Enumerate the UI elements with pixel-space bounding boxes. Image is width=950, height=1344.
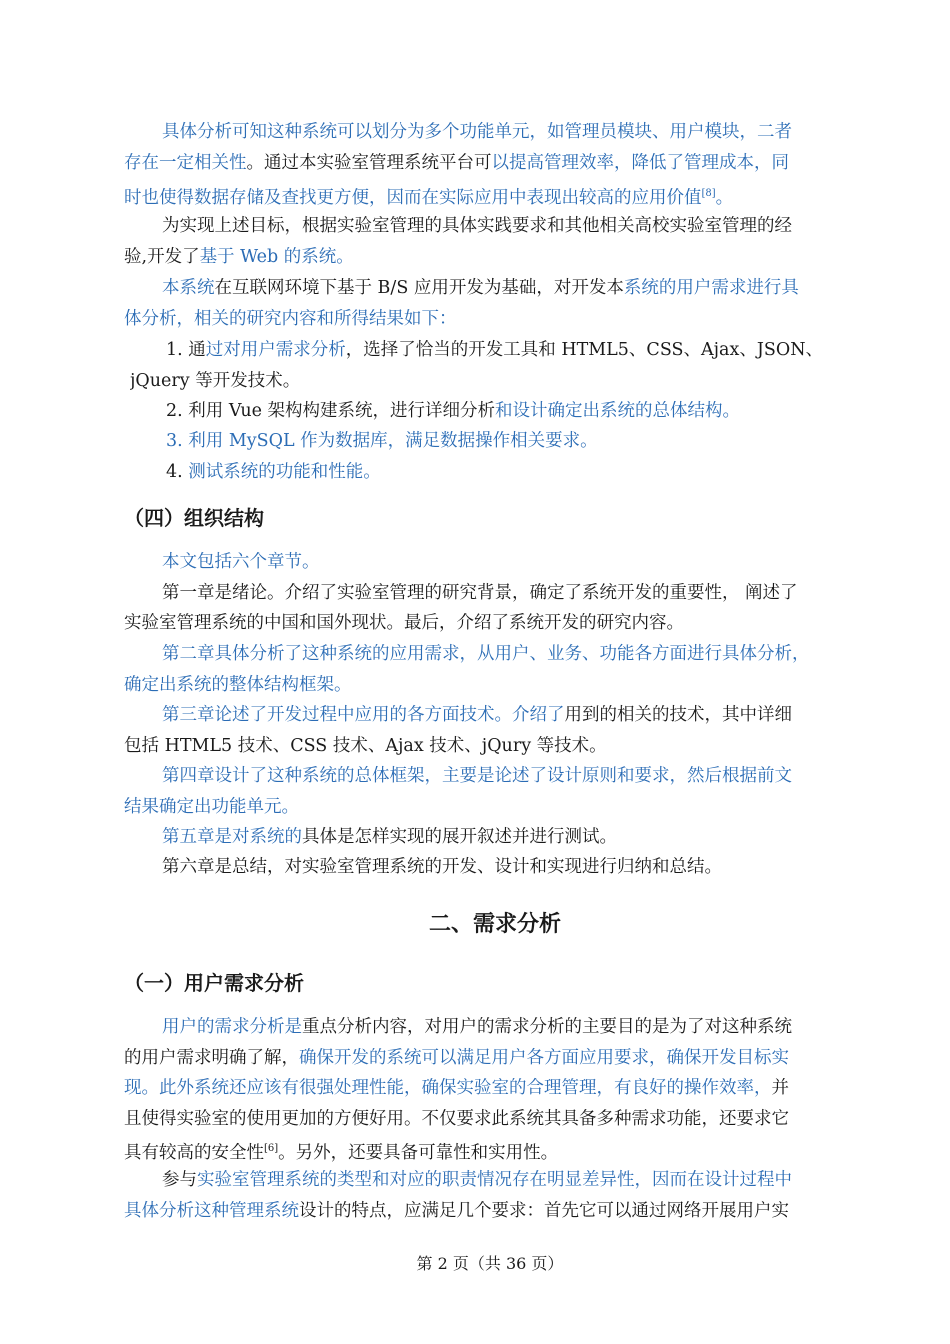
citation: [8]	[701, 188, 716, 199]
text-line: 具体分析可知这种系统可以划分为多个功能单元，如管理员模块、用户模块，二者	[162, 122, 792, 142]
text-line: 包括 HTML5 技术、CSS 技术、Ajax 技术、jQury 等技术。	[124, 736, 607, 756]
text-line: 第一章是绪论。介绍了实验室管理的研究背景，确定了系统开发的重要性， 阐述了	[162, 583, 798, 603]
text-span: 现。此外系统还应该有很强处理性能，确保实验室的合理管理，有良好的操作效率，	[124, 1078, 772, 1098]
text-span: 确保开发的系统可以满足用户各方面应用要求，确保开发目标实	[299, 1048, 789, 1068]
list-item: 3. 利用 MySQL 作为数据库，满足数据操作相关要求。	[166, 431, 598, 451]
text-span: 本系统	[162, 278, 215, 298]
text-line: 实验室管理系统的中国和国外现状。最后，介绍了系统开发的研究内容。	[124, 613, 684, 633]
text-line	[124, 148, 864, 178]
text-span: 实验室管理系统的类型和对应的职责情况存在明显差异性，因而在设计过程中	[197, 1170, 792, 1190]
section-heading: （四）组织结构	[124, 506, 264, 530]
text-line	[162, 273, 864, 303]
page-number-footer: 第 2 页（共 36 页）	[416, 1254, 564, 1273]
text-line	[124, 179, 864, 209]
text-line	[124, 1073, 864, 1103]
text-span: 过对用户需求分析	[205, 340, 346, 360]
text-span: 具体分析这种管理系统	[124, 1201, 299, 1221]
text-line: 本文包括六个章节。	[162, 552, 320, 572]
text-line	[162, 1012, 864, 1042]
citation: [6]	[264, 1143, 279, 1154]
text-span: 设计的特点，应满足几个要求：首先它可以通过网络开展用户实	[299, 1201, 789, 1221]
text-span: 。通过本实验室管理系统平台可	[246, 153, 492, 173]
text-line	[124, 1043, 864, 1073]
text-line	[124, 1196, 864, 1226]
text-span: 1. 通	[166, 340, 206, 360]
text-line	[124, 242, 864, 272]
text-span: 4.	[166, 462, 189, 482]
text-span: 用到的相关的技术，其中详细	[564, 705, 792, 725]
text-line: 确定出系统的整体结构框架。	[124, 675, 352, 695]
text-span: 。	[715, 188, 734, 208]
text-line	[162, 1165, 864, 1195]
text-span: 具有较高的安全性	[124, 1143, 264, 1163]
text-span: 在互联网环境下基于 B/S 应用开发为基础，对开发本	[214, 278, 624, 298]
text-span: 第五章是对系统的	[162, 827, 302, 847]
text-line: 结果确定出功能单元。	[124, 797, 299, 817]
text-span: 2. 利用 Vue 架构构建系统，进行详细分析	[166, 401, 496, 421]
text-span: 系统的用户需求进行具	[623, 278, 799, 298]
text-span: 参与	[162, 1170, 197, 1190]
text-span: 测试系统的功能和性能。	[188, 462, 381, 482]
text-span: 并	[771, 1078, 789, 1098]
list-item-continuation: jQuery 等开发技术。	[130, 371, 301, 391]
text-line	[124, 1134, 864, 1164]
text-line: 且使得实验室的使用更加的方便好用。不仅要求此系统其具备多种需求功能，还要求它	[124, 1109, 789, 1129]
chapter-title: 二、需求分析	[428, 912, 561, 937]
list-item	[166, 457, 866, 487]
text-line: 第二章具体分析了这种系统的应用需求，从用户、业务、功能各方面进行具体分析，	[162, 644, 810, 664]
list-item	[166, 396, 866, 426]
list-item	[166, 335, 866, 365]
text-span: 基于 Web 的系统。	[199, 247, 354, 267]
text-line: 第四章设计了这种系统的总体框架，主要是论述了设计原则和要求，然后根据前文	[162, 766, 792, 786]
text-line	[162, 822, 864, 852]
text-span: 时也使得数据存储及查找更方便，因而在实际应用中表现出较高的应用价值	[124, 188, 702, 208]
text-span: 。另外，还要具备可靠性和实用性。	[278, 1143, 559, 1163]
text-span: ，选择了恰当的开发工具和 HTML5、CSS、Ajax、JSON、	[345, 340, 824, 360]
text-span: 的用户需求明确了解，	[124, 1048, 299, 1068]
text-line: 第六章是总结，对实验室管理系统的开发、设计和实现进行归纳和总结。	[162, 857, 722, 877]
text-span: 存在一定相关性	[124, 153, 247, 173]
section-heading: （一）用户需求分析	[124, 971, 304, 995]
text-span: 重点分析内容，对用户的需求分析的主要目的是为了对这种系统	[302, 1017, 792, 1037]
text-line: 为实现上述目标，根据实验室管理的具体实践要求和其他相关高校实验室管理的经	[162, 216, 792, 236]
text-span: 用户的需求分析是	[162, 1017, 302, 1037]
text-line	[162, 700, 864, 730]
text-span: 和设计确定出系统的总体结构。	[495, 401, 741, 421]
text-span: 以提高管理效率，降低了管理成本，同	[491, 153, 789, 173]
text-line: 体分析，相关的研究内容和所得结果如下：	[124, 309, 457, 329]
text-span: 第三章论述了开发过程中应用的各方面技术。介绍了	[162, 705, 565, 725]
text-span: 具体是怎样实现的展开叙述并进行测试。	[302, 827, 617, 847]
text-span: 验,开发了	[124, 247, 200, 267]
